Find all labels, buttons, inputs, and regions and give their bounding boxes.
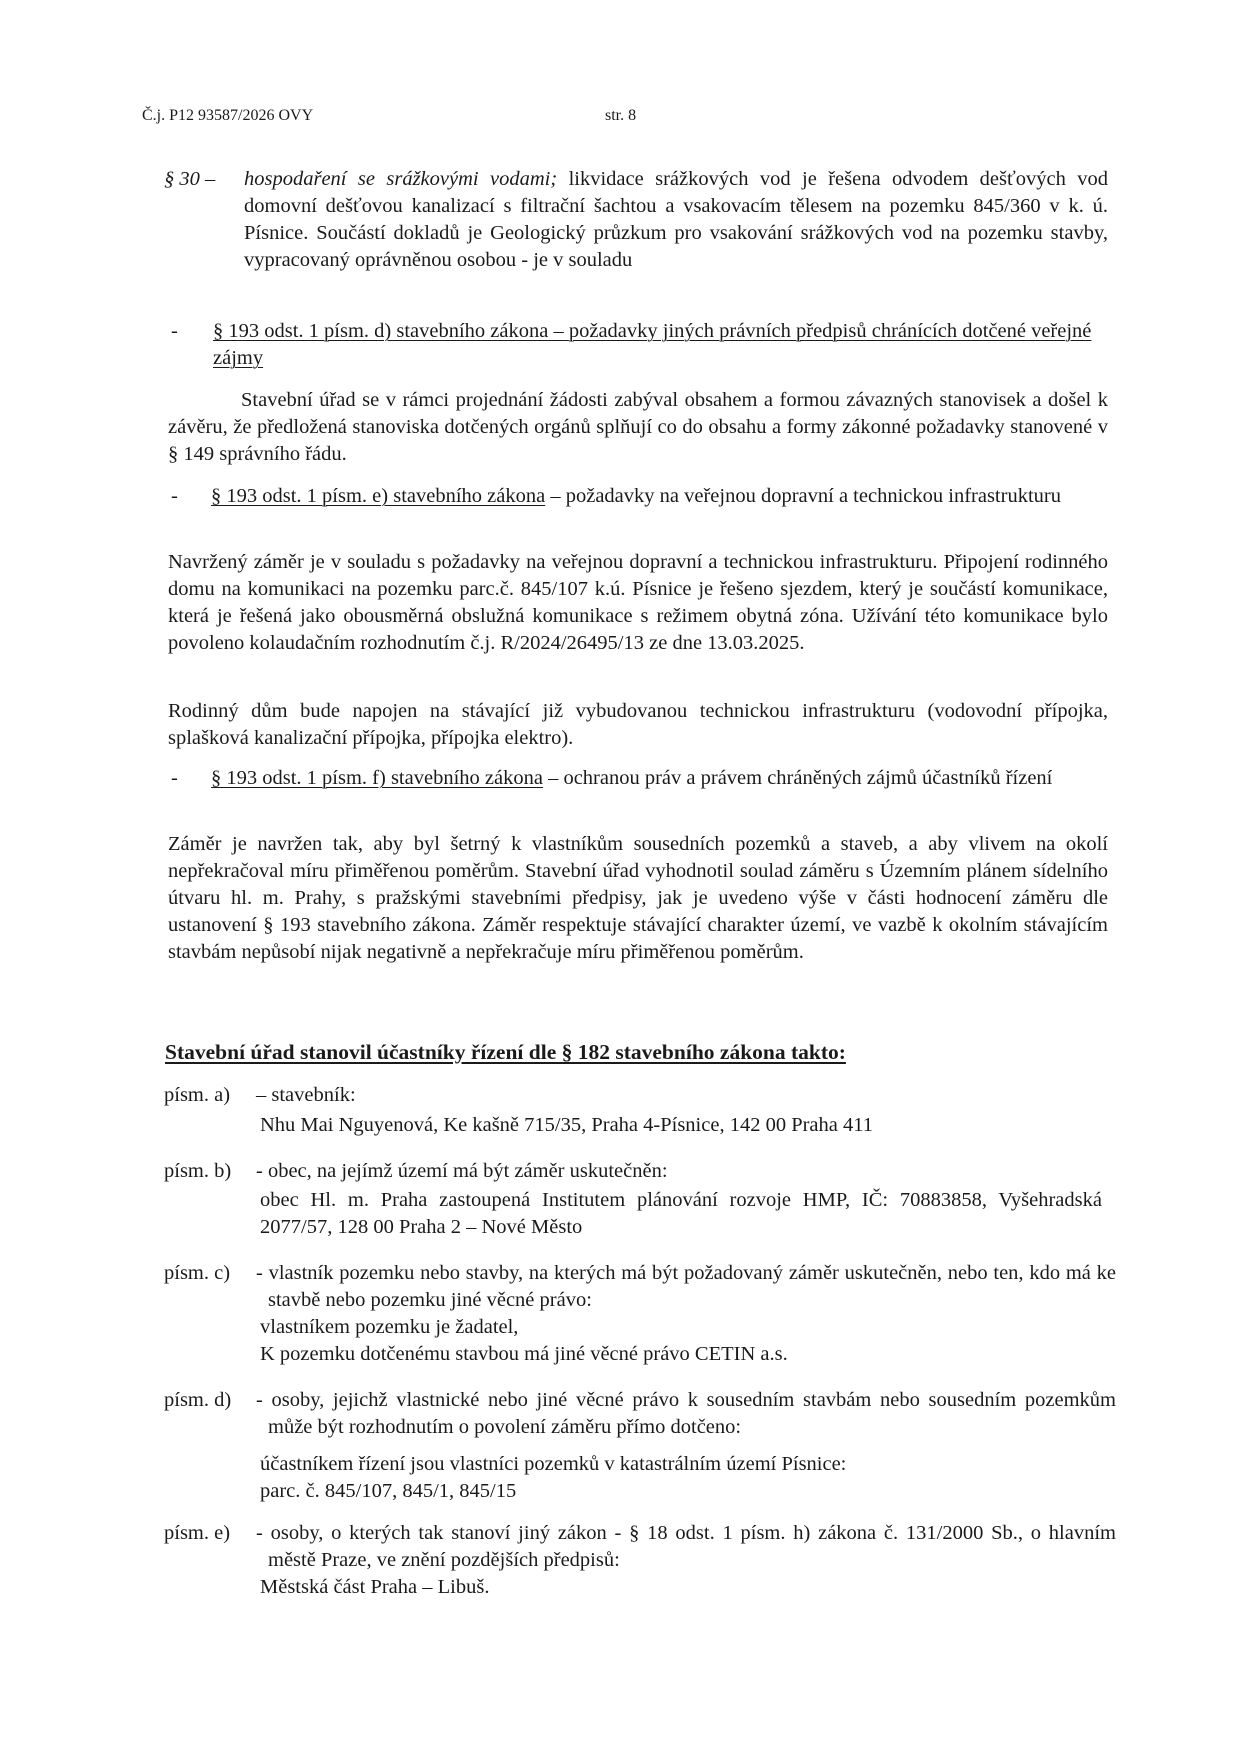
- item-e-ref: § 193 odst. 1 písm. e) stavebního zákona: [211, 485, 546, 507]
- participant-d-line-1: účastníkem řízení jsou vlastníci pozemků v katastrálním území Písnice:: [260, 1453, 847, 1475]
- participant-d-line-2: parc. č. 845/107, 845/1, 845/15: [260, 1480, 517, 1502]
- item-d-sep: –: [553, 320, 564, 342]
- participant-d-label: písm. d): [164, 1389, 232, 1411]
- participant-b-desc: - obec, na jejímž území má být záměr uskutečněn:: [256, 1160, 668, 1182]
- participant-b-label: písm. b): [164, 1160, 232, 1182]
- participant-e-label: písm. e): [164, 1522, 231, 1544]
- bullet-dash-f: -: [171, 767, 178, 789]
- participant-d-desc: - osoby, jejichž vlastnické nebo jiné věcné právo k sousedním stavbám nebo sousedním pozemkům může být rozhodnutím o povolení záměru přímo dotčeno:: [256, 1389, 1116, 1438]
- page-number: str. 8: [605, 107, 637, 124]
- item-f-title: ochranou práv a právem chráněných zájmů účastníků řízení: [563, 767, 1053, 789]
- participants-heading: Stavební úřad stanovil účastníky řízení dle § 182 stavebního zákona takto:: [165, 1040, 846, 1064]
- item-f-heading: [211, 765, 1111, 792]
- item-e-title: požadavky na veřejnou dopravní a technickou infrastrukturu: [565, 485, 1061, 507]
- item-e-heading: [211, 483, 1111, 510]
- participant-e-desc: - osoby, o kterých tak stanoví jiný zákon - § 18 odst. 1 písm. h) zákona č. 131/2000 Sb., o hlavním městě Praze, ve znění pozdějších předpisů:: [256, 1522, 1116, 1571]
- section-30-paragraph: [244, 166, 1108, 274]
- item-f-paragraph: Záměr je navržen tak, aby byl šetrný k vlastníkům sousedních pozemků a staveb, a aby vlivem na okolí nepřekračoval míru přiměřenou poměrům. Stavební úřad vyhodnotil soulad záměru s Územním plánem sídelního útvaru hl. m. Prahy, s pražskými stavebními předpisy, jak je uvedeno výše v části hodnocení záměru dle ustanovení § 193 stavebního zákona. Záměr respektuje stávající charakter území, ve vazbě k okolním stávajícím stavbám nepůsobí nijak negativně a nepřekračuje míru přiměřenou poměrům.: [168, 833, 1108, 963]
- section-30-dash: –: [205, 168, 216, 190]
- participant-a-label: písm. a): [164, 1084, 231, 1106]
- item-f-sep: –: [548, 767, 559, 789]
- participant-e-line-1: Městská část Praha – Libuš.: [260, 1576, 490, 1598]
- reference-number: Č.j. P12 93587/2026 OVY: [142, 107, 314, 124]
- participant-c-label: písm. c): [164, 1262, 231, 1284]
- section-30-symbol: § 30: [164, 168, 200, 190]
- participant-c-desc: - vlastník pozemku nebo stavby, na kterých má být požadovaný záměr uskutečněn, nebo ten, kdo má ke stavbě nebo pozemku jiné věcné právo:: [256, 1262, 1116, 1311]
- participant-a-line-1: Nhu Mai Nguyenová, Ke kašně 715/35, Praha 4-Písnice, 142 00 Praha 411: [260, 1114, 873, 1136]
- participant-c-line-2: K pozemku dotčenému stavbou má jiné věcné právo CETIN a.s.: [260, 1343, 788, 1365]
- section-30-text: likvidace srážkových vod je řešena odvodem dešťových vod domovní dešťovou kanalizací s filtrační šachtou a vsakovacím tělesem na pozemku 845/360 v k. ú. Písnice. Součástí dokladů je Geologický průzkum pro vsakování srážkových vod na pozemku stavby, vypracovaný oprávněnou osobou - je v souladu: [244, 168, 1109, 271]
- item-e-paragraph-1: Navržený záměr je v souladu s požadavky na veřejnou dopravní a technickou infrastrukturu. Připojení rodinného domu na komunikaci na pozemku parc.č. 845/107 k.ú. Písnice je řešeno sjezdem, který je součástí komunikace, která je řešená jako obousměrná obslužná komunikace s režimem obytná zóna. Užívání této komunikace bylo povoleno kolaudačním rozhodnutím č.j. R/2024/26495/13 ze dne 13.03.2025.: [168, 551, 1108, 654]
- participant-c-line-1: vlastníkem pozemku je žadatel,: [260, 1316, 519, 1338]
- item-e-paragraph-2: Rodinný dům bude napojen na stávající již vybudovanou technickou infrastrukturu (vodovodní přípojka, splašková kanalizační přípojka, přípojka elektro).: [168, 700, 1108, 749]
- item-d-title: požadavky jiných právních předpisů chránících dotčené veřejné zájmy: [213, 320, 1092, 369]
- item-f-ref: § 193 odst. 1 písm. f) stavebního zákona: [211, 767, 543, 789]
- section-30-mark: [164, 166, 224, 193]
- item-d-heading: [213, 318, 1113, 372]
- participant-b-line-1: obec Hl. m. Praha zastoupená Institutem plánování rozvoje HMP, IČ: 70883858, Vyšehradská 2077/57, 128 00 Praha 2 – Nové Město: [260, 1189, 1102, 1238]
- section-30-italic: hospodaření se srážkovými vodami;: [244, 168, 558, 190]
- item-d-paragraph: Stavební úřad se v rámci projednání žádosti zabýval obsahem a formou závazných stanovisek a došel k závěru, že předložená stanoviska dotčených orgánů splňují co do obsahu a formy zákonné požadavky stanovené v § 149 správního řádu.: [168, 389, 1108, 465]
- participant-a-desc: – stavebník:: [256, 1084, 356, 1106]
- bullet-dash-e: -: [171, 485, 178, 507]
- bullet-dash-d: -: [171, 320, 178, 342]
- item-d-ref: § 193 odst. 1 písm. d) stavebního zákona: [213, 320, 549, 342]
- item-e-sep: –: [550, 485, 561, 507]
